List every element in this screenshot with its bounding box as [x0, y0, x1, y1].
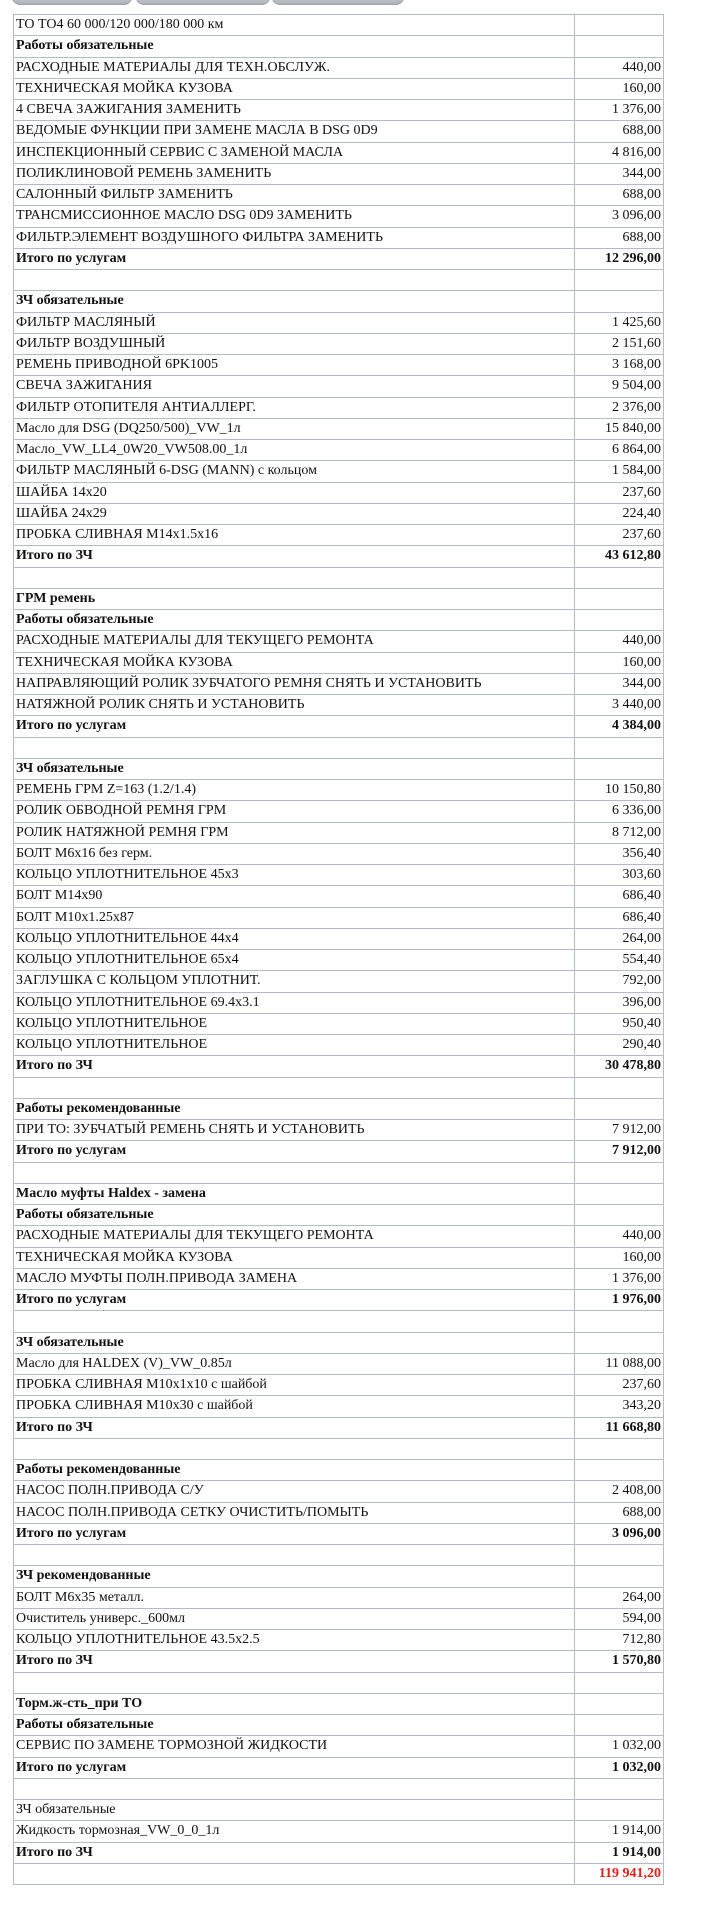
- line-item-row: [14, 780, 664, 801]
- section-header-row: [14, 1183, 664, 1204]
- item-amount: 594,00: [575, 1608, 664, 1629]
- item-name: Итого по ЗЧ: [14, 1842, 575, 1863]
- line-item-row: [14, 1035, 664, 1056]
- item-amount: 688,00: [575, 121, 664, 142]
- section-header-row: [14, 588, 664, 609]
- item-amount: 554,40: [575, 950, 664, 971]
- section-header-row: [14, 1693, 664, 1714]
- item-name: МАСЛО МУФТЫ ПОЛН.ПРИВОДА ЗАМЕНА: [14, 1268, 575, 1289]
- item-name: Работы обязательные: [14, 36, 575, 57]
- item-amount: 3 096,00: [575, 206, 664, 227]
- item-name: ТЕХНИЧЕСКАЯ МОЙКА КУЗОВА: [14, 1247, 575, 1268]
- item-amount: 11 088,00: [575, 1353, 664, 1374]
- line-item-row: [14, 163, 664, 184]
- item-amount: [575, 270, 664, 291]
- item-amount: [575, 1566, 664, 1587]
- item-amount: [575, 36, 664, 57]
- line-item-row: [14, 971, 664, 992]
- line-item-row: [14, 631, 664, 652]
- line-item-row: [14, 503, 664, 524]
- line-item-row: [14, 57, 664, 78]
- item-name: РАСХОДНЫЕ МАТЕРИАЛЫ ДЛЯ ТЕКУЩЕГО РЕМОНТА: [14, 1226, 575, 1247]
- item-name: КОЛЬЦО УПЛОТНИТЕЛЬНОЕ 65x4: [14, 950, 575, 971]
- spacer-row: [14, 270, 664, 291]
- item-amount: [575, 567, 664, 588]
- subtotal-row: [14, 1842, 664, 1863]
- item-name: Работы рекомендованные: [14, 1098, 575, 1119]
- header-amount-cell: [575, 15, 664, 36]
- line-item-row: [14, 1013, 664, 1034]
- item-name: Итого по услугам: [14, 1290, 575, 1311]
- item-name: ПРОБКА СЛИВНАЯ M10x30 с шайбой: [14, 1396, 575, 1417]
- item-name: ЗЧ обязательные: [14, 1800, 575, 1821]
- item-amount: [575, 1693, 664, 1714]
- item-name: Итого по ЗЧ: [14, 1417, 575, 1438]
- item-amount: 6 864,00: [575, 440, 664, 461]
- item-name: РЕМЕНЬ ПРИВОДНОЙ 6PK1005: [14, 355, 575, 376]
- item-amount: 1 914,00: [575, 1842, 664, 1863]
- item-amount: 396,00: [575, 992, 664, 1013]
- item-amount: 1 376,00: [575, 1268, 664, 1289]
- line-item-row: [14, 1736, 664, 1757]
- line-item-row: [14, 525, 664, 546]
- line-item-row: [14, 886, 664, 907]
- item-name: Масло для DSG (DQ250/500)_VW_1л: [14, 418, 575, 439]
- item-amount: [575, 1672, 664, 1693]
- item-amount: [575, 588, 664, 609]
- line-item-row: [14, 907, 664, 928]
- item-name: Работы обязательные: [14, 1715, 575, 1736]
- spacer-row: [14, 567, 664, 588]
- item-amount: [575, 1162, 664, 1183]
- item-name: СЕРВИС ПО ЗАМЕНЕ ТОРМОЗНОЙ ЖИДКОСТИ: [14, 1736, 575, 1757]
- item-amount: 43 612,80: [575, 546, 664, 567]
- item-name: Работы обязательные: [14, 1205, 575, 1226]
- item-name: Жидкость тормозная_VW_0_0_1л: [14, 1821, 575, 1842]
- line-item-row: [14, 1226, 664, 1247]
- line-item-row: [14, 1120, 664, 1141]
- item-amount: [575, 1545, 664, 1566]
- item-name: ЗЧ обязательные: [14, 291, 575, 312]
- section-header-row: [14, 36, 664, 57]
- line-item-row: [14, 822, 664, 843]
- line-item-row: [14, 1268, 664, 1289]
- section-header-row: [14, 1098, 664, 1119]
- line-item-row: [14, 1375, 664, 1396]
- item-name: [14, 1672, 575, 1693]
- grand-total-row: [14, 1863, 664, 1884]
- item-amount: 344,00: [575, 673, 664, 694]
- grand-total-amount: 119 941,20: [575, 1863, 664, 1884]
- item-amount: [575, 1332, 664, 1353]
- item-amount: 12 296,00: [575, 248, 664, 269]
- item-name: КОЛЬЦО УПЛОТНИТЕЛЬНОЕ 43.5x2.5: [14, 1630, 575, 1651]
- item-name: НАСОС ПОЛН.ПРИВОДА С/У: [14, 1481, 575, 1502]
- item-name: Итого по услугам: [14, 1523, 575, 1544]
- estimate-table: [13, 14, 664, 1885]
- line-item-row: [14, 1502, 664, 1523]
- item-amount: 237,60: [575, 482, 664, 503]
- header-row: [14, 15, 664, 36]
- toolbar-tab[interactable]: [272, 0, 404, 5]
- item-amount: 303,60: [575, 865, 664, 886]
- item-name: ПОЛИКЛИНОВОЙ РЕМЕНЬ ЗАМЕНИТЬ: [14, 163, 575, 184]
- line-item-row: [14, 865, 664, 886]
- item-amount: 688,00: [575, 1502, 664, 1523]
- line-item-row: [14, 333, 664, 354]
- section-header-row: [14, 1460, 664, 1481]
- line-item-row: [14, 1821, 664, 1842]
- toolbar-tab[interactable]: [12, 0, 132, 5]
- line-item-row: [14, 418, 664, 439]
- item-amount: [575, 1077, 664, 1098]
- item-amount: 160,00: [575, 78, 664, 99]
- spacer-row: [14, 737, 664, 758]
- item-amount: 1 032,00: [575, 1736, 664, 1757]
- item-amount: 686,40: [575, 907, 664, 928]
- item-amount: [575, 291, 664, 312]
- item-amount: 1 570,80: [575, 1651, 664, 1672]
- item-name: КОЛЬЦО УПЛОТНИТЕЛЬНОЕ 44x4: [14, 928, 575, 949]
- section-header-row: [14, 758, 664, 779]
- item-amount: [575, 1205, 664, 1226]
- item-amount: 1 976,00: [575, 1290, 664, 1311]
- grand-total-label-cell: [14, 1863, 575, 1884]
- line-item-row: [14, 950, 664, 971]
- item-name: Масло муфты Haldex - замена: [14, 1183, 575, 1204]
- line-item-row: [14, 801, 664, 822]
- item-amount: 7 912,00: [575, 1120, 664, 1141]
- item-name: РАСХОДНЫЕ МАТЕРИАЛЫ ДЛЯ ТЕХН.ОБСЛУЖ.: [14, 57, 575, 78]
- item-name: Итого по ЗЧ: [14, 1056, 575, 1077]
- line-item-row: [14, 355, 664, 376]
- item-amount: 7 912,00: [575, 1141, 664, 1162]
- toolbar-tab[interactable]: [136, 0, 270, 5]
- item-name: РОЛИК ОБВОДНОЙ РЕМНЯ ГРМ: [14, 801, 575, 822]
- item-amount: 3 440,00: [575, 695, 664, 716]
- item-amount: [575, 1778, 664, 1799]
- line-item-row: [14, 843, 664, 864]
- item-amount: [575, 1311, 664, 1332]
- line-item-row: [14, 376, 664, 397]
- item-name: ВЕДОМЫЕ ФУНКЦИИ ПРИ ЗАМЕНЕ МАСЛА В DSG 0D9: [14, 121, 575, 142]
- section-header-row: [14, 1566, 664, 1587]
- item-amount: 1 584,00: [575, 461, 664, 482]
- spacer-row: [14, 1545, 664, 1566]
- item-name: 4 СВЕЧА ЗАЖИГАНИЯ ЗАМЕНИТЬ: [14, 100, 575, 121]
- item-name: ПРОБКА СЛИВНАЯ M10x1x10 с шайбой: [14, 1375, 575, 1396]
- subtotal-row: [14, 1757, 664, 1778]
- section-header-row: [14, 1715, 664, 1736]
- item-name: БОЛТ M6x35 металл.: [14, 1587, 575, 1608]
- item-amount: 4 816,00: [575, 142, 664, 163]
- item-amount: 290,40: [575, 1035, 664, 1056]
- line-item-row: [14, 928, 664, 949]
- item-amount: 9 504,00: [575, 376, 664, 397]
- item-name: [14, 1162, 575, 1183]
- item-name: [14, 1545, 575, 1566]
- item-amount: 440,00: [575, 57, 664, 78]
- item-name: Итого по ЗЧ: [14, 546, 575, 567]
- estimate-document: [13, 14, 663, 1885]
- item-amount: 3 096,00: [575, 1523, 664, 1544]
- item-amount: [575, 1098, 664, 1119]
- line-item-row: [14, 1630, 664, 1651]
- item-name: ФИЛЬТР.ЭЛЕМЕНТ ВОЗДУШНОГО ФИЛЬТРА ЗАМЕНИТЬ: [14, 227, 575, 248]
- item-amount: 1 032,00: [575, 1757, 664, 1778]
- item-amount: 30 478,80: [575, 1056, 664, 1077]
- item-name: БОЛТ M10x1.25x87: [14, 907, 575, 928]
- item-amount: 1 376,00: [575, 100, 664, 121]
- subtotal-row: [14, 1056, 664, 1077]
- item-name: ПРИ ТО: ЗУБЧАТЫЙ РЕМЕНЬ СНЯТЬ И УСТАНОВИТЬ: [14, 1120, 575, 1141]
- item-amount: [575, 1438, 664, 1459]
- item-amount: 15 840,00: [575, 418, 664, 439]
- line-item-row: [14, 1800, 664, 1821]
- spacer-row: [14, 1672, 664, 1693]
- item-name: БОЛТ M14x90: [14, 886, 575, 907]
- item-amount: 2 376,00: [575, 397, 664, 418]
- item-amount: 160,00: [575, 1247, 664, 1268]
- item-name: Масло для HALDEX (V)_VW_0.85л: [14, 1353, 575, 1374]
- document-header: ТО ТО4 60 000/120 000/180 000 км: [14, 15, 575, 36]
- item-amount: 10 150,80: [575, 780, 664, 801]
- line-item-row: [14, 1608, 664, 1629]
- item-name: ФИЛЬТР ВОЗДУШНЫЙ: [14, 333, 575, 354]
- item-name: Масло_VW_LL4_0W20_VW508.00_1л: [14, 440, 575, 461]
- line-item-row: [14, 185, 664, 206]
- spacer-row: [14, 1778, 664, 1799]
- subtotal-row: [14, 546, 664, 567]
- section-header-row: [14, 1205, 664, 1226]
- line-item-row: [14, 695, 664, 716]
- item-name: [14, 270, 575, 291]
- item-name: КОЛЬЦО УПЛОТНИТЕЛЬНОЕ: [14, 1013, 575, 1034]
- item-name: СВЕЧА ЗАЖИГАНИЯ: [14, 376, 575, 397]
- spacer-row: [14, 1077, 664, 1098]
- item-amount: [575, 610, 664, 631]
- item-name: РЕМЕНЬ ГРМ Z=163 (1.2/1.4): [14, 780, 575, 801]
- item-name: ФИЛЬТР МАСЛЯНЫЙ 6-DSG (MANN) с кольцом: [14, 461, 575, 482]
- line-item-row: [14, 652, 664, 673]
- item-amount: 792,00: [575, 971, 664, 992]
- item-amount: 1 914,00: [575, 1821, 664, 1842]
- item-amount: 950,40: [575, 1013, 664, 1034]
- item-name: [14, 1077, 575, 1098]
- line-item-row: [14, 1587, 664, 1608]
- item-name: КОЛЬЦО УПЛОТНИТЕЛЬНОЕ 45x3: [14, 865, 575, 886]
- item-amount: 688,00: [575, 185, 664, 206]
- item-name: ТРАНСМИССИОННОЕ МАСЛО DSG 0D9 ЗАМЕНИТЬ: [14, 206, 575, 227]
- item-name: Работы рекомендованные: [14, 1460, 575, 1481]
- line-item-row: [14, 1481, 664, 1502]
- top-toolbar-edge: [0, 0, 715, 12]
- item-amount: 712,80: [575, 1630, 664, 1651]
- item-amount: 224,40: [575, 503, 664, 524]
- item-amount: [575, 758, 664, 779]
- item-amount: [575, 1183, 664, 1204]
- line-item-row: [14, 121, 664, 142]
- item-name: Итого по услугам: [14, 1141, 575, 1162]
- item-name: КОЛЬЦО УПЛОТНИТЕЛЬНОЕ: [14, 1035, 575, 1056]
- item-amount: 343,20: [575, 1396, 664, 1417]
- subtotal-row: [14, 248, 664, 269]
- item-amount: [575, 1460, 664, 1481]
- item-amount: 237,60: [575, 525, 664, 546]
- item-amount: 686,40: [575, 886, 664, 907]
- item-amount: 11 668,80: [575, 1417, 664, 1438]
- line-item-row: [14, 78, 664, 99]
- subtotal-row: [14, 1141, 664, 1162]
- item-amount: 4 384,00: [575, 716, 664, 737]
- item-amount: 8 712,00: [575, 822, 664, 843]
- item-amount: 264,00: [575, 928, 664, 949]
- item-amount: 237,60: [575, 1375, 664, 1396]
- item-amount: 440,00: [575, 631, 664, 652]
- item-amount: 264,00: [575, 1587, 664, 1608]
- item-name: ЗЧ обязательные: [14, 1332, 575, 1353]
- item-name: ФИЛЬТР ОТОПИТЕЛЯ АНТИАЛЛЕРГ.: [14, 397, 575, 418]
- item-name: НАСОС ПОЛН.ПРИВОДА СЕТКУ ОЧИСТИТЬ/ПОМЫТЬ: [14, 1502, 575, 1523]
- item-name: НАПРАВЛЯЮЩИЙ РОЛИК ЗУБЧАТОГО РЕМНЯ СНЯТЬ И УСТАНОВИТЬ: [14, 673, 575, 694]
- item-amount: 344,00: [575, 163, 664, 184]
- item-name: Очиститель универс._600мл: [14, 1608, 575, 1629]
- line-item-row: [14, 673, 664, 694]
- line-item-row: [14, 100, 664, 121]
- item-name: Итого по услугам: [14, 716, 575, 737]
- item-name: РОЛИК НАТЯЖНОЙ РЕМНЯ ГРМ: [14, 822, 575, 843]
- item-name: ЗАГЛУШКА С КОЛЬЦОМ УПЛОТНИТ.: [14, 971, 575, 992]
- item-name: ФИЛЬТР МАСЛЯНЫЙ: [14, 312, 575, 333]
- line-item-row: [14, 312, 664, 333]
- section-header-row: [14, 610, 664, 631]
- line-item-row: [14, 397, 664, 418]
- item-name: НАТЯЖНОЙ РОЛИК СНЯТЬ И УСТАНОВИТЬ: [14, 695, 575, 716]
- item-name: ПРОБКА СЛИВНАЯ M14x1.5x16: [14, 525, 575, 546]
- subtotal-row: [14, 1290, 664, 1311]
- item-name: Работы обязательные: [14, 610, 575, 631]
- item-name: Итого по ЗЧ: [14, 1651, 575, 1672]
- item-name: ТЕХНИЧЕСКАЯ МОЙКА КУЗОВА: [14, 78, 575, 99]
- item-name: ЗЧ обязательные: [14, 758, 575, 779]
- item-name: ЗЧ рекомендованные: [14, 1566, 575, 1587]
- subtotal-row: [14, 1651, 664, 1672]
- item-amount: 1 425,60: [575, 312, 664, 333]
- line-item-row: [14, 461, 664, 482]
- item-amount: 2 408,00: [575, 1481, 664, 1502]
- subtotal-row: [14, 1417, 664, 1438]
- item-name: ТЕХНИЧЕСКАЯ МОЙКА КУЗОВА: [14, 652, 575, 673]
- line-item-row: [14, 227, 664, 248]
- item-name: [14, 567, 575, 588]
- item-amount: 356,40: [575, 843, 664, 864]
- item-name: РАСХОДНЫЕ МАТЕРИАЛЫ ДЛЯ ТЕКУЩЕГО РЕМОНТА: [14, 631, 575, 652]
- line-item-row: [14, 1353, 664, 1374]
- line-item-row: [14, 440, 664, 461]
- item-amount: 688,00: [575, 227, 664, 248]
- line-item-row: [14, 206, 664, 227]
- subtotal-row: [14, 1523, 664, 1544]
- item-amount: 3 168,00: [575, 355, 664, 376]
- item-name: КОЛЬЦО УПЛОТНИТЕЛЬНОЕ 69.4x3.1: [14, 992, 575, 1013]
- item-amount: [575, 1800, 664, 1821]
- item-amount: 160,00: [575, 652, 664, 673]
- item-name: [14, 1438, 575, 1459]
- item-name: БОЛТ M6x16 без герм.: [14, 843, 575, 864]
- item-amount: [575, 1715, 664, 1736]
- spacer-row: [14, 1438, 664, 1459]
- item-name: Торм.ж-сть_при ТО: [14, 1693, 575, 1714]
- item-amount: 440,00: [575, 1226, 664, 1247]
- item-name: ГРМ ремень: [14, 588, 575, 609]
- section-header-row: [14, 1332, 664, 1353]
- line-item-row: [14, 992, 664, 1013]
- item-amount: [575, 737, 664, 758]
- section-header-row: [14, 291, 664, 312]
- line-item-row: [14, 1247, 664, 1268]
- item-name: Итого по услугам: [14, 1757, 575, 1778]
- spacer-row: [14, 1162, 664, 1183]
- spacer-row: [14, 1311, 664, 1332]
- item-name: ШАЙБА 24x29: [14, 503, 575, 524]
- item-name: Итого по услугам: [14, 248, 575, 269]
- item-name: ШАЙБА 14x20: [14, 482, 575, 503]
- item-name: ИНСПЕКЦИОННЫЙ СЕРВИС С ЗАМЕНОЙ МАСЛА: [14, 142, 575, 163]
- item-name: [14, 1311, 575, 1332]
- item-amount: 2 151,60: [575, 333, 664, 354]
- item-amount: 6 336,00: [575, 801, 664, 822]
- line-item-row: [14, 482, 664, 503]
- line-item-row: [14, 1396, 664, 1417]
- item-name: САЛОННЫЙ ФИЛЬТР ЗАМЕНИТЬ: [14, 185, 575, 206]
- item-name: [14, 1778, 575, 1799]
- line-item-row: [14, 142, 664, 163]
- item-name: [14, 737, 575, 758]
- subtotal-row: [14, 716, 664, 737]
